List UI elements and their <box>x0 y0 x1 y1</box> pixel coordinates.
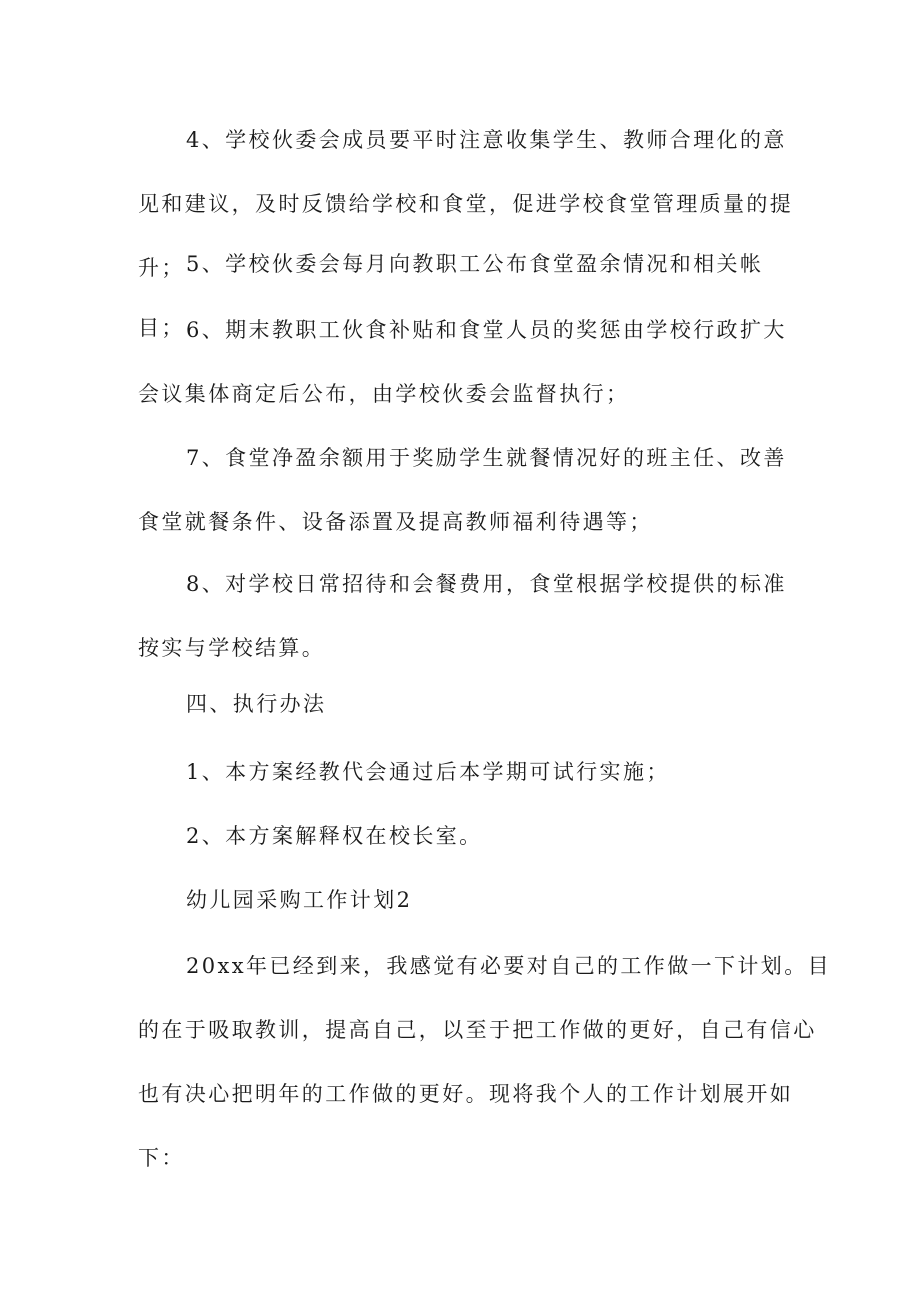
paragraph-canteen-item-6: 6、期末教职工伙食补贴和食堂人员的奖惩由学校行政扩大会议集体商定后公布，由学校伙委会监督执行； <box>138 318 787 406</box>
paragraph-canteen-item-5: 5、学校伙委会每月向教职工公布食堂盈余情况和相关帐目； <box>138 252 764 340</box>
paragraph-canteen-item-7: 7、食堂净盈余额用于奖励学生就餐情况好的班主任、改善食堂就餐条件、设备添置及提高教师福利待遇等； <box>138 446 787 534</box>
paragraph-canteen-item-8: 8、对学校日常招待和会餐费用，食堂根据学校提供的标准按实与学校结算。 <box>138 572 787 660</box>
paragraph-execution-item-2: 2、本方案解释权在校长室。 <box>186 824 483 848</box>
section-heading-execution: 四、执行办法 <box>186 692 327 716</box>
document-title-plan-2: 幼儿园采购工作计划2 <box>186 888 413 912</box>
paragraph-plan-intro: 20xx年已经到来，我感觉有必要对自己的工作做一下计划。目的在于吸取教训，提高自己，以至于把工作做的更好，自己有信心也有决心把明年的工作做的更好。现将我个人的工作计划展开如下： <box>138 954 832 1170</box>
paragraph-canteen-item-4: 4、学校伙委会成员要平时注意收集学生、教师合理化的意见和建议，及时反馈给学校和食堂，促进学校食堂管理质量的提升； <box>138 128 794 280</box>
paragraph-execution-item-1: 1、本方案经教代会通过后本学期可试行实施； <box>186 760 670 784</box>
